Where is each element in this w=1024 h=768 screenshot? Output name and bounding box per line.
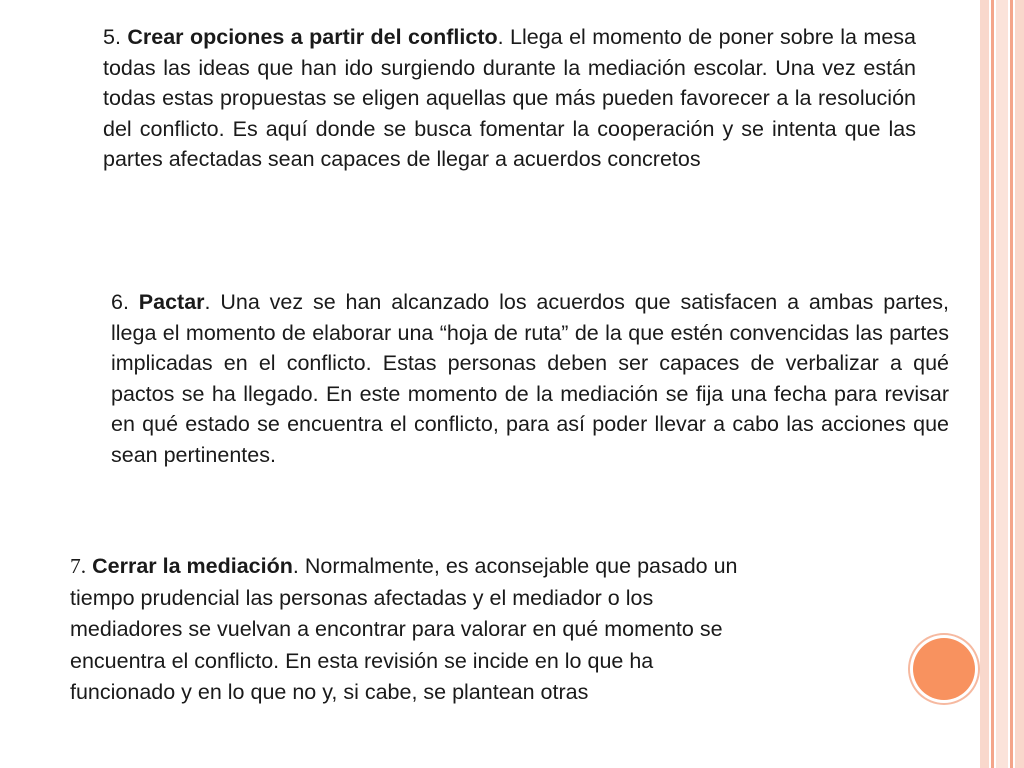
stripe [1010,0,1013,768]
step-5-paragraph [103,22,916,175]
step-7-body-line: encuentra el conflicto. En esta revisión se incide en lo que ha [70,648,654,673]
decorative-side-stripes [980,0,1024,768]
step-5-title-period: . [497,25,504,49]
step-7-title: Cerrar la mediación [92,554,293,578]
step-5-number: 5. [103,25,121,49]
step-7-number: 7. [70,554,87,578]
step-5-title: Crear opciones a partir del conflicto [127,25,498,49]
step-6-title: Pactar [138,290,205,314]
stripe [991,0,994,768]
step-6-body: Una vez se han alcanzado los acuerdos que satisfacen a ambas partes, llega el momento de elaborar una “hoja de ruta” de la que estén convencidas las partes implicadas en el conflicto. Estas personas deben ser capaces de verbalizar a qué pactos se ha llegado. En este momento de la mediación se fija una fecha para revisar en qué estado se encuentra el conflicto, para así poder llevar a cabo las acciones que sean pertinentes. [111,290,950,467]
step-5-body: Llega el momento de poner sobre la mesa todas las ideas que han ido surgiendo durante la mediación escolar. Una vez están todas estas propuestas se eligen aquellas que más pueden favorecer a la resolución del conflicto. Es aquí donde se busca fomentar la cooperación y se intenta que las partes afectadas sean capaces de llegar a acuerdos concretos [103,25,916,172]
step-6-title-period: . [204,290,211,314]
stripe [996,0,1008,768]
step-7-title-period: . [292,554,299,578]
step-6-paragraph [111,287,949,471]
step-7-body-line: tiempo prudencial las personas afectadas y el mediador o los [70,585,654,610]
step-7-body-line: Normalmente, es aconsejable que pasado un [298,554,738,578]
step-7-paragraph [70,551,890,709]
decorative-orange-circle [913,638,975,700]
step-7-body-line: funcionado y en lo que no y, si cabe, se plantean otras [70,680,589,704]
step-6-number: 6. [111,290,129,314]
step-7-body-line: mediadores se vuelvan a encontrar para valorar en qué momento se [70,617,723,641]
stripe [980,0,989,768]
stripe [1015,0,1024,768]
